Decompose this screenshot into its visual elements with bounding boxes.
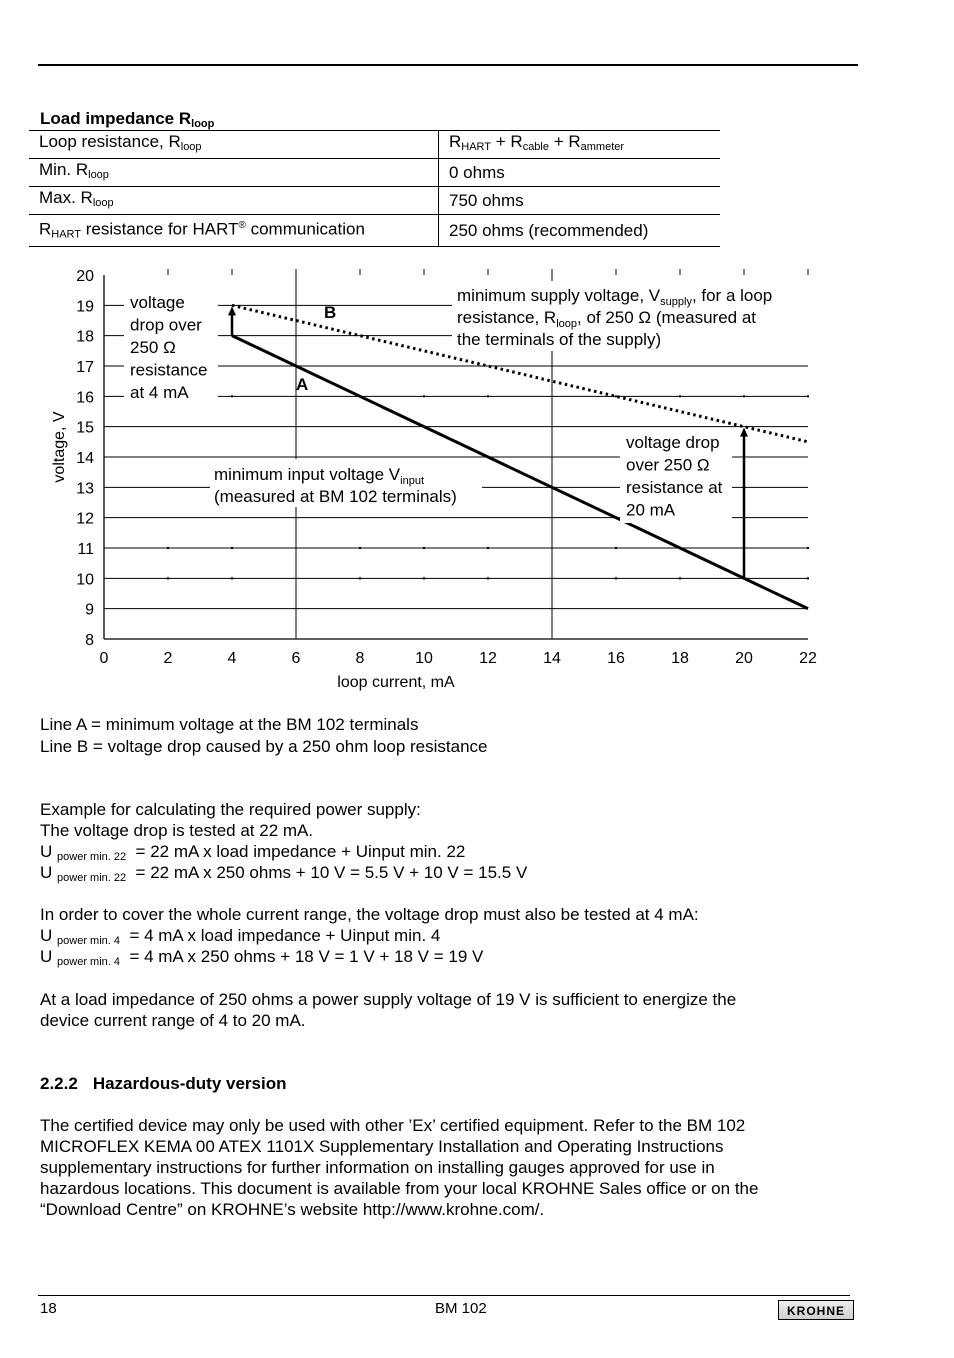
- y-tick-label: 16: [76, 389, 94, 407]
- series-label-b: B: [324, 303, 337, 322]
- annotation-drop-20ma: voltage drop: [626, 433, 720, 452]
- grid-dot: [679, 395, 681, 397]
- equation-2: U $_{power min. 22}$ = 22 mA x 250 ohms + 10 V = 5.5 V + 10 V = 15.5 V: [40, 863, 528, 884]
- grid-dot: [423, 395, 425, 397]
- x-tick-label: 16: [607, 650, 625, 667]
- section-heading: [40, 1073, 286, 1094]
- x-axis-label: loop current, mA: [337, 674, 455, 691]
- grid-dot: [359, 577, 361, 579]
- y-tick-label: 13: [76, 480, 94, 498]
- section-title-load-impedance: Load impedance $R_{loop}$: [40, 109, 215, 130]
- legend-line-b: Line B = voltage drop caused by a 250 ohm loop resistance: [40, 737, 488, 756]
- grid-dot: [231, 547, 233, 549]
- y-tick-label: 11: [77, 541, 94, 558]
- grid-dot: [807, 577, 809, 579]
- table-cell: $R_{HART}$ resistance for HART® communication: [29, 215, 439, 247]
- example-intro-3: In order to cover the whole current range, the voltage drop must also be tested at 4 mA:: [40, 905, 699, 924]
- x-tick-label: 20: [735, 650, 753, 667]
- x-tick-label: 0: [99, 650, 109, 667]
- y-tick-label: 20: [76, 268, 94, 285]
- table-cell: $R_{HART} + R_{cable} + R_{ammeter}$: [439, 131, 721, 159]
- y-tick-label: 8: [85, 632, 94, 649]
- grid-dot: [359, 547, 361, 549]
- table-cell: 750 ohms: [439, 187, 721, 215]
- grid-dot: [679, 577, 681, 579]
- grid-dot: [487, 577, 489, 579]
- y-tick-label: 14: [76, 450, 94, 467]
- example-intro-2: The voltage drop is tested at 22 mA.: [40, 821, 314, 840]
- y-tick-label: 9: [85, 601, 94, 619]
- example-intro: Example for calculating the required power supply:: [40, 800, 421, 819]
- annotation-min-input: (measured at BM 102 terminals): [214, 487, 457, 506]
- y-tick-label: 12: [76, 510, 94, 528]
- table-cell: Loop resistance, $R_{loop}$: [29, 131, 439, 159]
- krohne-logo: KROHNE: [778, 1300, 854, 1320]
- x-tick-label: 22: [799, 650, 817, 667]
- equation-4: U $_{power min. 4}$ = 4 mA x 250 ohms + 18 V = 1 V + 18 V = 19 V: [40, 947, 484, 968]
- x-tick-label: 2: [163, 650, 173, 667]
- grid-dot: [615, 395, 617, 397]
- x-tick-label: 8: [355, 650, 365, 667]
- annotation-drop-4ma: at 4 mA: [130, 383, 189, 402]
- conclusion-line-2: device current range of 4 to 20 mA.: [40, 1011, 306, 1030]
- grid-dot: [743, 395, 745, 397]
- annotation-min-supply: resistance, $R_{loop}$, of 250 Ω (measured at: [457, 308, 757, 330]
- table-cell: 0 ohms: [439, 159, 721, 187]
- x-tick-label: 14: [543, 650, 561, 667]
- equation-1: U $_{power min. 22}$ = 22 mA x load impedance + Uinput min. 22: [40, 842, 466, 863]
- series-label-a: A: [296, 375, 309, 394]
- arrow-head: [228, 306, 236, 315]
- annotation-drop-4ma: resistance: [130, 360, 208, 380]
- annotation-drop-20ma: over 250 Ω: [626, 455, 710, 475]
- section-paragraph-line: The certified device may only be used with other ’Ex’ certified equipment. Refer to the BM 102: [40, 1116, 746, 1135]
- grid-dot: [807, 395, 809, 397]
- equation-3: U $_{power min. 4}$ = 4 mA x load impedance + Uinput min. 4: [40, 926, 441, 947]
- table-cell: Min. $R_{loop}$: [29, 159, 439, 187]
- section-number: 2.2.2: [40, 1074, 78, 1093]
- annotation-drop-4ma: voltage: [130, 293, 185, 312]
- conclusion-line-1: At a load impedance of 250 ohms a power supply voltage of 19 V is sufficient to energize the: [40, 990, 737, 1009]
- annotation-min-supply: minimum supply voltage, $V_{supply}$, for a loop: [457, 286, 773, 308]
- x-tick-label: 18: [671, 650, 689, 667]
- y-tick-label: 18: [76, 328, 94, 346]
- table-row: [29, 187, 720, 215]
- grid-dot: [423, 577, 425, 579]
- grid-dot: [231, 395, 233, 397]
- page-number: 18: [40, 1300, 57, 1317]
- section-paragraph-line: “Download Centre” on KROHNE’s website http://www.krohne.com/.: [40, 1200, 545, 1219]
- annotation-drop-4ma: drop over: [130, 315, 202, 335]
- document-name: BM 102: [435, 1300, 487, 1317]
- header-rule: [38, 64, 858, 66]
- x-tick-label: 6: [291, 650, 301, 667]
- table-row: [29, 215, 720, 247]
- annotation-drop-20ma: 20 mA: [626, 500, 676, 520]
- voltage-current-chart: [40, 255, 830, 695]
- grid-dot: [807, 547, 809, 549]
- grid-dot: [487, 547, 489, 549]
- table-row: [29, 131, 720, 159]
- annotation-min-supply: the terminals of the supply): [457, 330, 662, 349]
- x-tick-label: 4: [227, 650, 237, 667]
- legend-line-a: Line A = minimum voltage at the BM 102 terminals: [40, 715, 419, 734]
- y-tick-label: 10: [76, 571, 94, 589]
- table-cell: Max. $R_{loop}$: [29, 187, 439, 215]
- annotation-min-input: minimum input voltage $V_{input}$: [214, 465, 424, 487]
- arrow-head: [740, 428, 748, 437]
- y-axis-label: voltage, V: [51, 411, 68, 483]
- table-cell: 250 ohms (recommended): [439, 215, 721, 247]
- grid-dot: [487, 395, 489, 397]
- y-tick-label: 17: [76, 359, 94, 376]
- grid-dot: [615, 547, 617, 549]
- section-paragraph-line: MICROFLEX KEMA 00 ATEX 1101X Supplementary Installation and Operating Instructions: [40, 1137, 724, 1156]
- load-impedance-table: [29, 130, 720, 247]
- grid-dot: [231, 577, 233, 579]
- y-tick-label: 19: [76, 298, 94, 316]
- grid-dot: [167, 577, 169, 579]
- section-title: Hazardous-duty version: [92, 1074, 287, 1093]
- section-paragraph-line: supplementary instructions for further information on installing gauges approved for use in: [40, 1158, 715, 1177]
- table-row: [29, 159, 720, 187]
- grid-dot: [615, 577, 617, 579]
- x-tick-label: 10: [415, 650, 433, 667]
- x-tick-label: 12: [479, 650, 497, 667]
- annotation-drop-20ma: resistance at: [626, 478, 723, 497]
- grid-dot: [423, 547, 425, 549]
- footer-rule: [38, 1295, 850, 1296]
- section-paragraph-line: hazardous locations. This document is available from your local KROHNE Sales office or on the: [40, 1179, 759, 1198]
- y-tick-label: 15: [76, 419, 94, 437]
- annotation-drop-4ma: 250 Ω: [130, 338, 176, 357]
- grid-dot: [167, 547, 169, 549]
